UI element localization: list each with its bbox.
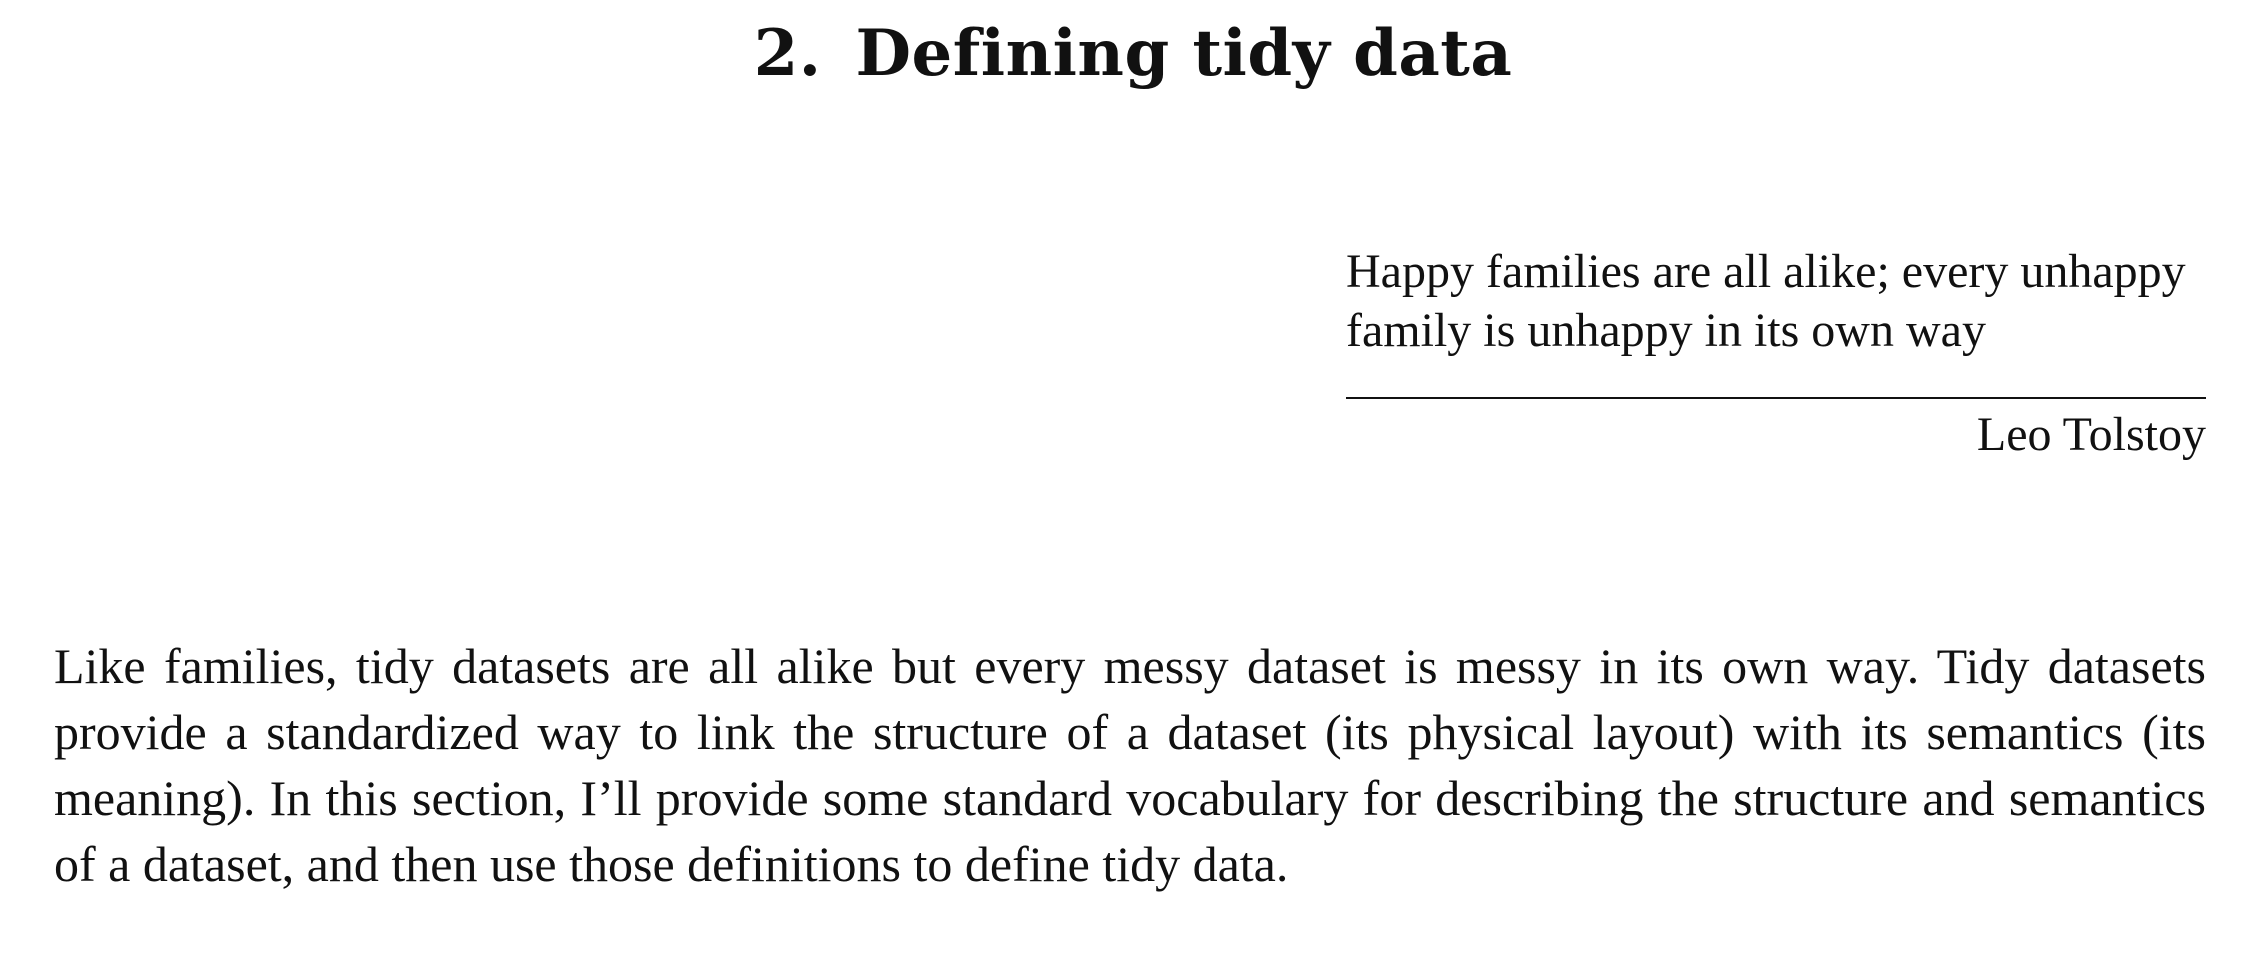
section-number: 2. — [753, 16, 822, 91]
epigraph-quote: Happy families are all alike; every unhappy family is unhappy in its own way — [1346, 245, 2186, 357]
epigraph-author: Leo Tolstoy — [1976, 408, 2206, 461]
epigraph — [1346, 242, 2206, 464]
epigraph-divider — [1346, 397, 2206, 399]
body-paragraph: Like families, tidy datasets are all alike but every messy dataset is messy in its own way. Tidy datasets provide a standardized way to link the structure of a dataset (its physical layout) with its semantics (its meaning). In this section, I’ll provide some standard vocabulary for describing the structure and semantics of a dataset, and then use those definitions to define tidy data. — [54, 638, 2206, 892]
section-heading — [0, 14, 2266, 94]
section-title: Defining tidy data — [855, 16, 1513, 91]
